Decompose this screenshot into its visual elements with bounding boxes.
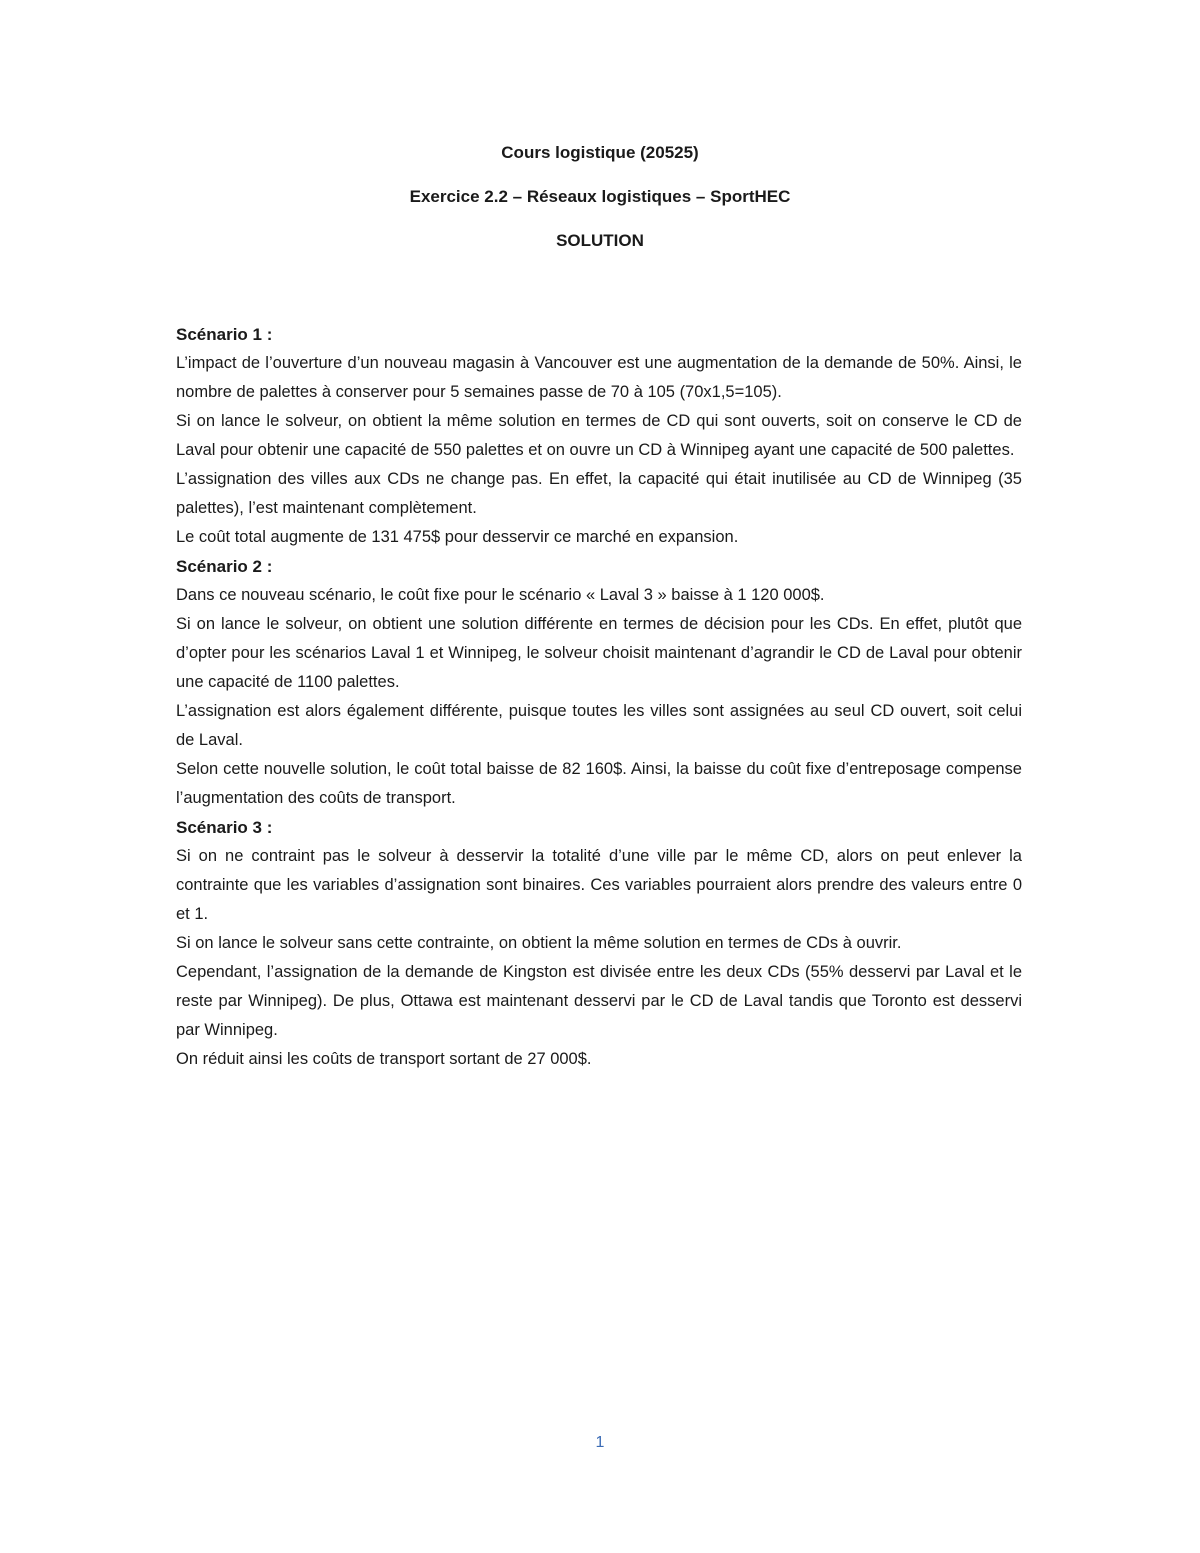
scenario-1-heading: Scénario 1 : (176, 325, 273, 344)
scenario-2-paragraph: Selon cette nouvelle solution, le coût total baisse de 82 160$. Ainsi, la baisse du coût fixe d’entreposage compense l’augmentation des coûts de transport. (176, 760, 1022, 807)
exercise-title: Exercice 2.2 – Réseaux logistiques – SportHEC (409, 187, 791, 206)
solution-title: SOLUTION (556, 231, 644, 250)
scenario-2-paragraph: Si on lance le solveur, on obtient une solution différente en termes de décision pour les CDs. En effet, plutôt que d’opter pour les scénarios Laval 1 et Winnipeg, le solveur choisit maintenant d’agrandir le CD de Laval pour obtenir une capacité de 1100 palettes. (176, 615, 1022, 691)
document-body (176, 320, 1022, 1074)
scenario-1-paragraph: Si on lance le solveur, on obtient la même solution en termes de CD qui sont ouverts, soit on conserve le CD de Laval pour obtenir une capacité de 550 palettes et on ouvre un CD à Winnipeg ayant une capacité de 500 palettes. (176, 412, 1022, 459)
scenario-3-paragraph: On réduit ainsi les coûts de transport sortant de 27 000$. (176, 1050, 592, 1068)
scenario-2-paragraph: L’assignation est alors également différente, puisque toutes les villes sont assignées au seul CD ouvert, soit celui de Laval. (176, 702, 1022, 749)
scenario-3-paragraph: Si on ne contraint pas le solveur à desservir la totalité d’une ville par le même CD, alors on peut enlever la contrainte que les variables d’assignation sont binaires. Ces variables pourraient alors prendre des valeurs entre 0 et 1. (176, 847, 1022, 923)
page-number: 1 (595, 1434, 605, 1451)
scenario-1-paragraph: Le coût total augmente de 131 475$ pour desservir ce marché en expansion. (176, 528, 739, 546)
scenario-3-paragraph: Cependant, l’assignation de la demande de Kingston est divisée entre les deux CDs (55% desservi par Laval et le reste par Winnipeg). De plus, Ottawa est maintenant desservi par le CD de Laval tandis que Toronto est desservi par Winnipeg. (176, 963, 1022, 1039)
scenario-2-paragraph: Dans ce nouveau scénario, le coût fixe pour le scénario « Laval 3 » baisse à 1 120 000$. (176, 586, 825, 604)
scenario-1-paragraph: L’assignation des villes aux CDs ne change pas. En effet, la capacité qui était inutilisée au CD de Winnipeg (35 palettes), l’est maintenant complètement. (176, 470, 1022, 517)
scenario-3-heading: Scénario 3 : (176, 818, 273, 837)
course-title: Cours logistique (20525) (501, 143, 699, 162)
scenario-1-paragraph: L’impact de l’ouverture d’un nouveau magasin à Vancouver est une augmentation de la demande de 50%. Ainsi, le nombre de palettes à conserver pour 5 semaines passe de 70 à 105 (70x1,5=105). (176, 354, 1022, 401)
scenario-3-paragraph: Si on lance le solveur sans cette contrainte, on obtient la même solution en termes de CDs à ouvrir. (176, 934, 902, 952)
scenario-2-heading: Scénario 2 : (176, 557, 273, 576)
